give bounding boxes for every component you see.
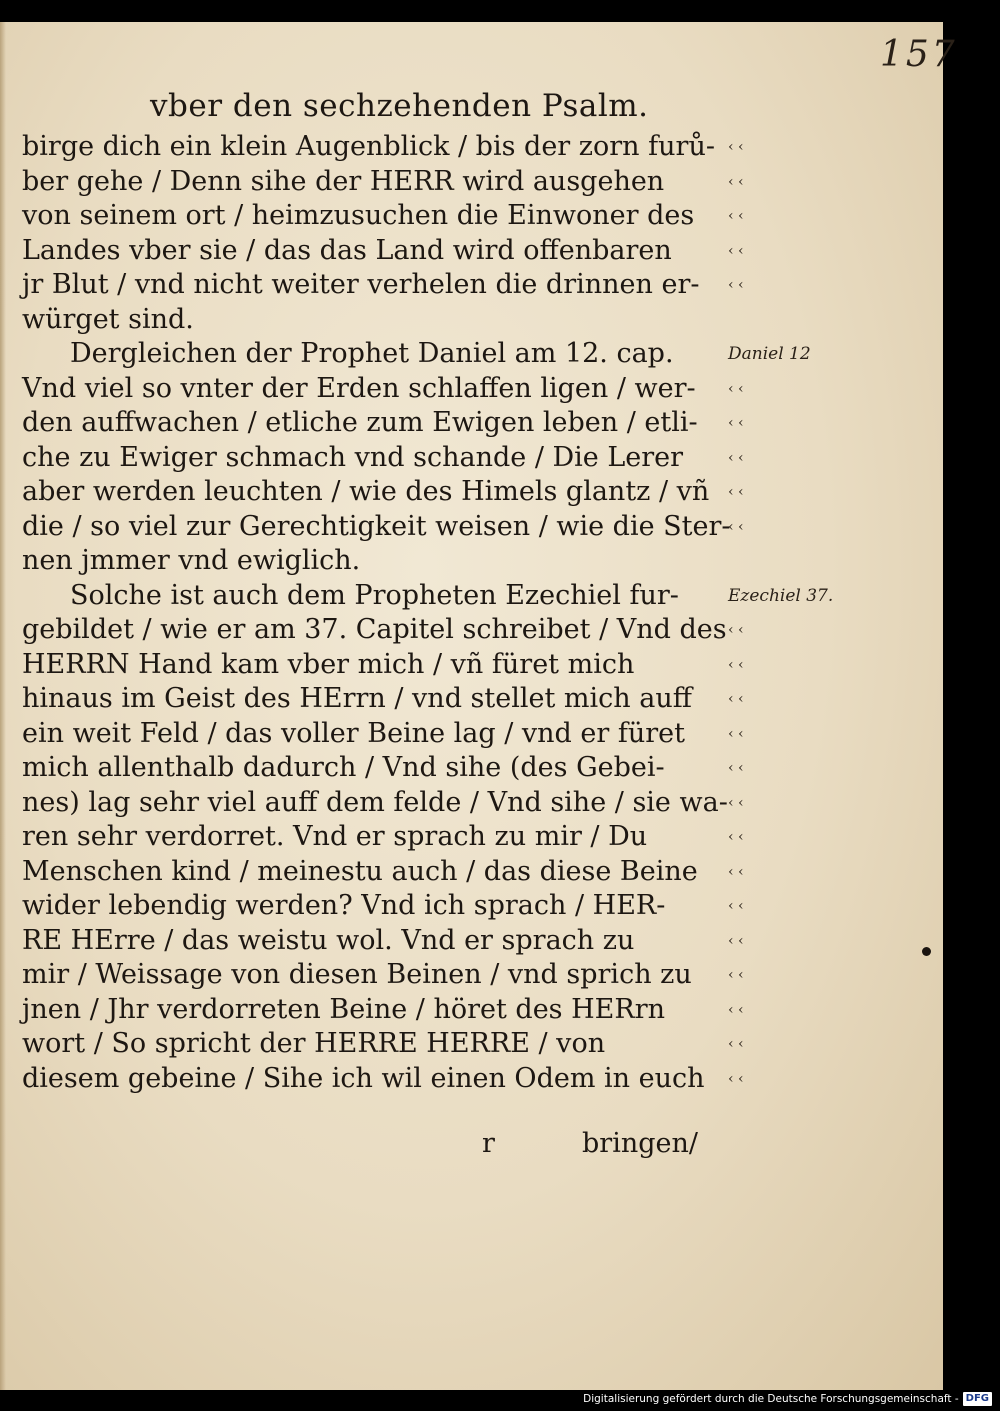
text-line: Landes vber sie / das das Land wird offenbaren [22,234,672,266]
text-line: Menschen kind / meinestu auch / das diese Beine [22,855,698,887]
text-line: mich allenthalb dadurch / Vnd sihe (des Gebei- [22,752,665,783]
quotation-mark [728,303,848,338]
page-gutter-shadow [0,22,6,1390]
quotation-mark: ‹ ‹ [728,967,744,983]
quotation-mark: ‹ ‹ [728,1001,744,1018]
text-line: birge dich ein klein Augenblick / bis der zorn furů- [22,131,715,162]
text-line: würget sind. [22,303,194,335]
text-line: ein weit Feld / das voller Beine lag / vnd er füret [22,717,686,749]
digitization-credit [583,1390,992,1408]
text-line: Solche ist auch dem Propheten Ezechiel fur- [70,579,679,611]
text-line: che zu Ewiger schmach vnd schande / Die Lerer [22,441,684,473]
quotation-mark: ‹ ‹ [728,656,744,673]
quotation-mark: ‹ ‹ [728,863,744,880]
text-line: ren sehr verdorret. Vnd er sprach zu mir / Du [22,821,648,852]
catchword: bringen/ [582,1128,698,1159]
text-line: ber gehe / Denn sihe der HERR wird ausgehen [22,165,665,197]
text-line: RE HErre / das weistu wol. Vnd er sprach zu [22,924,635,956]
quotation-mark: ‹ ‹ [728,139,744,155]
page-foot [0,1128,760,1168]
running-head: vber den sechzehenden Psalm. [150,88,649,124]
text-line: HERRN Hand kam vber mich / vñ füret mich [22,648,635,680]
quotation-mark: ‹ ‹ [728,932,744,949]
margin-reference: Daniel 12 [728,344,811,364]
text-line: hinaus im Geist des HErrn / vnd stellet mich auff [22,683,692,714]
text-line: jnen / Jhr verdorreten Beine / höret des HERrn [22,993,665,1025]
page-number: 157 [880,34,958,75]
text-line: die / so viel zur Gerechtigkeit weisen / wie die Ster- [22,510,731,542]
margin-reference: Ezechiel 37. [728,585,834,606]
quotation-mark: ‹ ‹ [728,898,744,914]
quotation-mark [728,544,848,579]
scanned-page [0,22,958,1390]
quotation-mark: ‹ ‹ [728,173,744,190]
body-text [22,130,731,1096]
text-line: diesem gebeine / Sihe ich wil einen Odem in euch [22,1062,705,1094]
quotation-mark: ‹ ‹ [728,725,744,742]
quotation-mark: ‹ ‹ [728,829,744,845]
text-line: jr Blut / vnd nicht weiter verhelen die drinnen er- [22,269,700,300]
quotation-mark: ‹ ‹ [728,1036,744,1052]
text-line: von seinem ort / heimzusuchen die Einwoner des [22,200,695,231]
text-line: gebildet / wie er am 37. Capitel schreibet / Vnd des [22,614,727,645]
quotation-mark: ‹ ‹ [728,691,744,707]
text-line: nen jmmer vnd ewiglich. [22,545,361,576]
margin-notes [728,130,848,1096]
quotation-mark: ‹ ‹ [728,380,744,397]
signature-mark: r [482,1128,495,1159]
text-line: nes) lag sehr viel auff dem felde / Vnd sihe / sie wa- [22,786,728,818]
text-line: Vnd viel so vnter der Erden schlaffen ligen / wer- [22,372,696,404]
quotation-mark: ‹ ‹ [728,415,744,431]
quotation-mark: ‹ ‹ [728,622,744,638]
text-line: wider lebendig werden? Vnd ich sprach / HER- [22,890,666,921]
quotation-mark: ‹ ‹ [728,794,744,811]
quotation-mark: ‹ ‹ [728,518,744,535]
quotation-mark: ‹ ‹ [728,449,744,466]
text-line: mir / Weissage von diesen Beinen / vnd sprich zu [22,959,692,990]
credit-text: Digitalisierung gefördert durch die Deutsche Forschungsgemeinschaft - [583,1393,959,1405]
quotation-mark: ‹ ‹ [728,242,744,259]
quotation-mark: ‹ ‹ [728,1070,744,1087]
text-line: Dergleichen der Prophet Daniel am 12. cap. [70,338,674,369]
ink-spot [922,947,931,956]
quotation-mark: ‹ ‹ [728,208,744,224]
text-line: wort / So spricht der HERRE HERRE / von [22,1028,606,1059]
quotation-mark: ‹ ‹ [728,277,744,293]
quotation-mark: ‹ ‹ [728,484,744,500]
quotation-mark: ‹ ‹ [728,760,744,776]
text-line: aber werden leuchten / wie des Himels glantz / vñ [22,476,710,507]
dfg-logo: DFG [963,1392,992,1406]
text-line: den auffwachen / etliche zum Ewigen leben / etli- [22,407,698,438]
